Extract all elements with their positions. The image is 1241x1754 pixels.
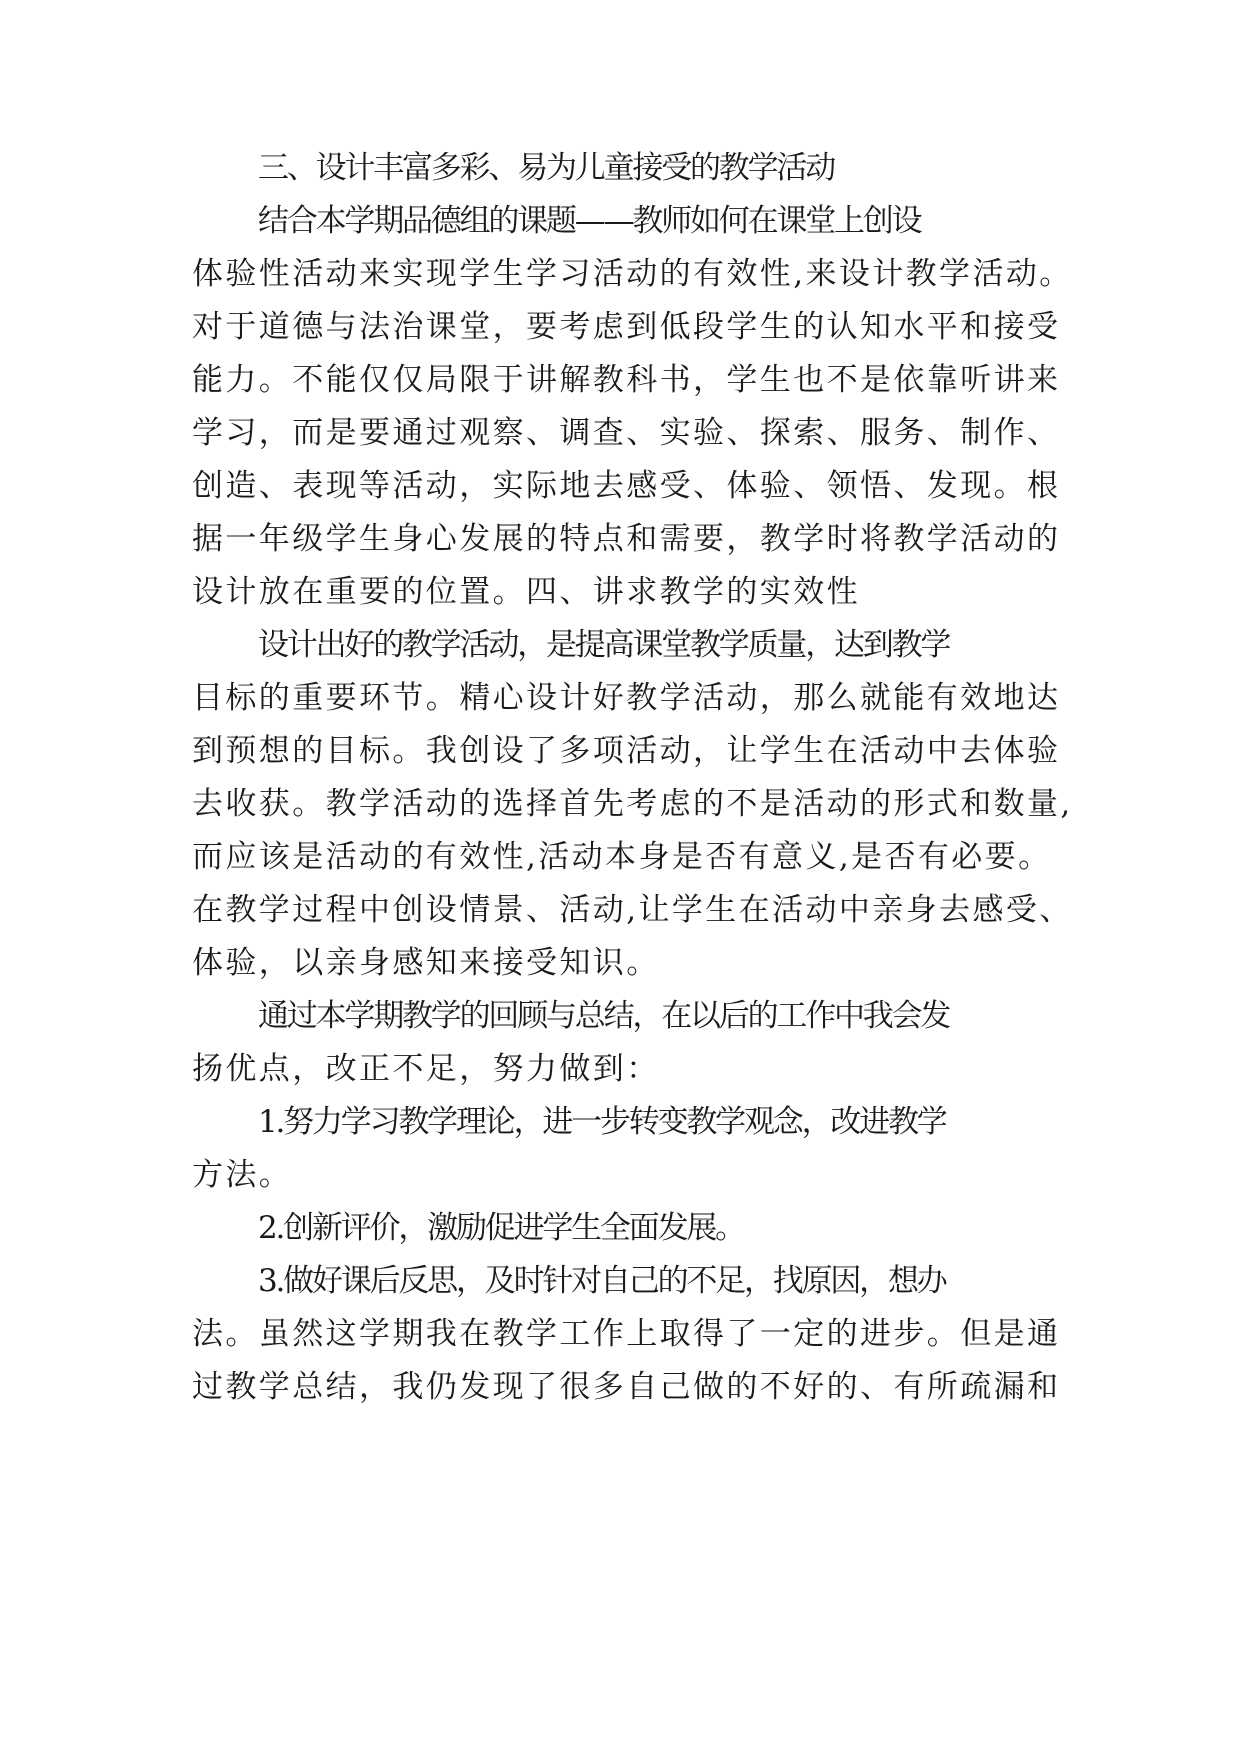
- paragraph-line: 而应该是活动的有效性,活动本身是否有意义,是否有必要。: [192, 839, 1052, 875]
- paragraph-line: 学习，而是要通过观察、调查、实验、探索、服务、制作、: [192, 415, 1061, 451]
- paragraph-line: 过教学总结，我仍发现了很多自己做的不好的、有所疏漏和: [192, 1369, 1061, 1405]
- paragraph-line: 到预想的目标。我创设了多项活动，让学生在活动中去体验: [192, 733, 1061, 769]
- paragraph-line: 设计出好的教学活动，是提高课堂教学质量，达到教学: [258, 627, 950, 663]
- paragraph-line: 结合本学期品德组的课题——教师如何在课堂上创设: [258, 203, 921, 239]
- paragraph-line: 在教学过程中创设情景、活动,让学生在活动中亲身去感受、: [192, 892, 1073, 928]
- paragraph-line: 去收获。教学活动的选择首先考虑的不是活动的形式和数量,: [192, 786, 1073, 822]
- paragraph-line: 对于道德与法治课堂，要考虑到低段学生的认知水平和接受: [192, 309, 1061, 345]
- paragraph-line: 设计放在重要的位置。四、讲求教学的实效性: [192, 574, 860, 610]
- list-item-3: 3.做好课后反思，及时针对自己的不足，找原因，想办: [258, 1263, 946, 1299]
- list-item-1: 1.努力学习教学理论，进一步转变教学观念，改进教学: [258, 1104, 946, 1140]
- paragraph-line: 能力。不能仅仅局限于讲解教科书，学生也不是依靠听讲来: [192, 362, 1061, 398]
- heading-section-three: 三、设计丰富多彩、易为儿童接受的教学活动: [258, 150, 834, 186]
- paragraph-line: 体验性活动来实现学生学习活动的有效性,来设计教学活动。: [192, 256, 1073, 292]
- paragraph-line: 通过本学期教学的回顾与总结，在以后的工作中我会发: [258, 998, 950, 1034]
- paragraph-line: 方法。: [192, 1157, 293, 1193]
- paragraph-line: 法。虽然这学期我在教学工作上取得了一定的进步。但是通: [192, 1316, 1061, 1352]
- paragraph-line: 体验，以亲身感知来接受知识。: [192, 945, 660, 981]
- paragraph-line: 据一年级学生身心发展的特点和需要，教学时将教学活动的: [192, 521, 1061, 557]
- paragraph-line: 创造、表现等活动，实际地去感受、体验、领悟、发现。根: [192, 468, 1061, 504]
- list-item-2: 2.创新评价，激励促进学生全面发展。: [258, 1210, 744, 1246]
- paragraph-line: 目标的重要环节。精心设计好教学活动，那么就能有效地达: [192, 680, 1061, 716]
- paragraph-line: 扬优点，改正不足，努力做到：: [192, 1051, 660, 1087]
